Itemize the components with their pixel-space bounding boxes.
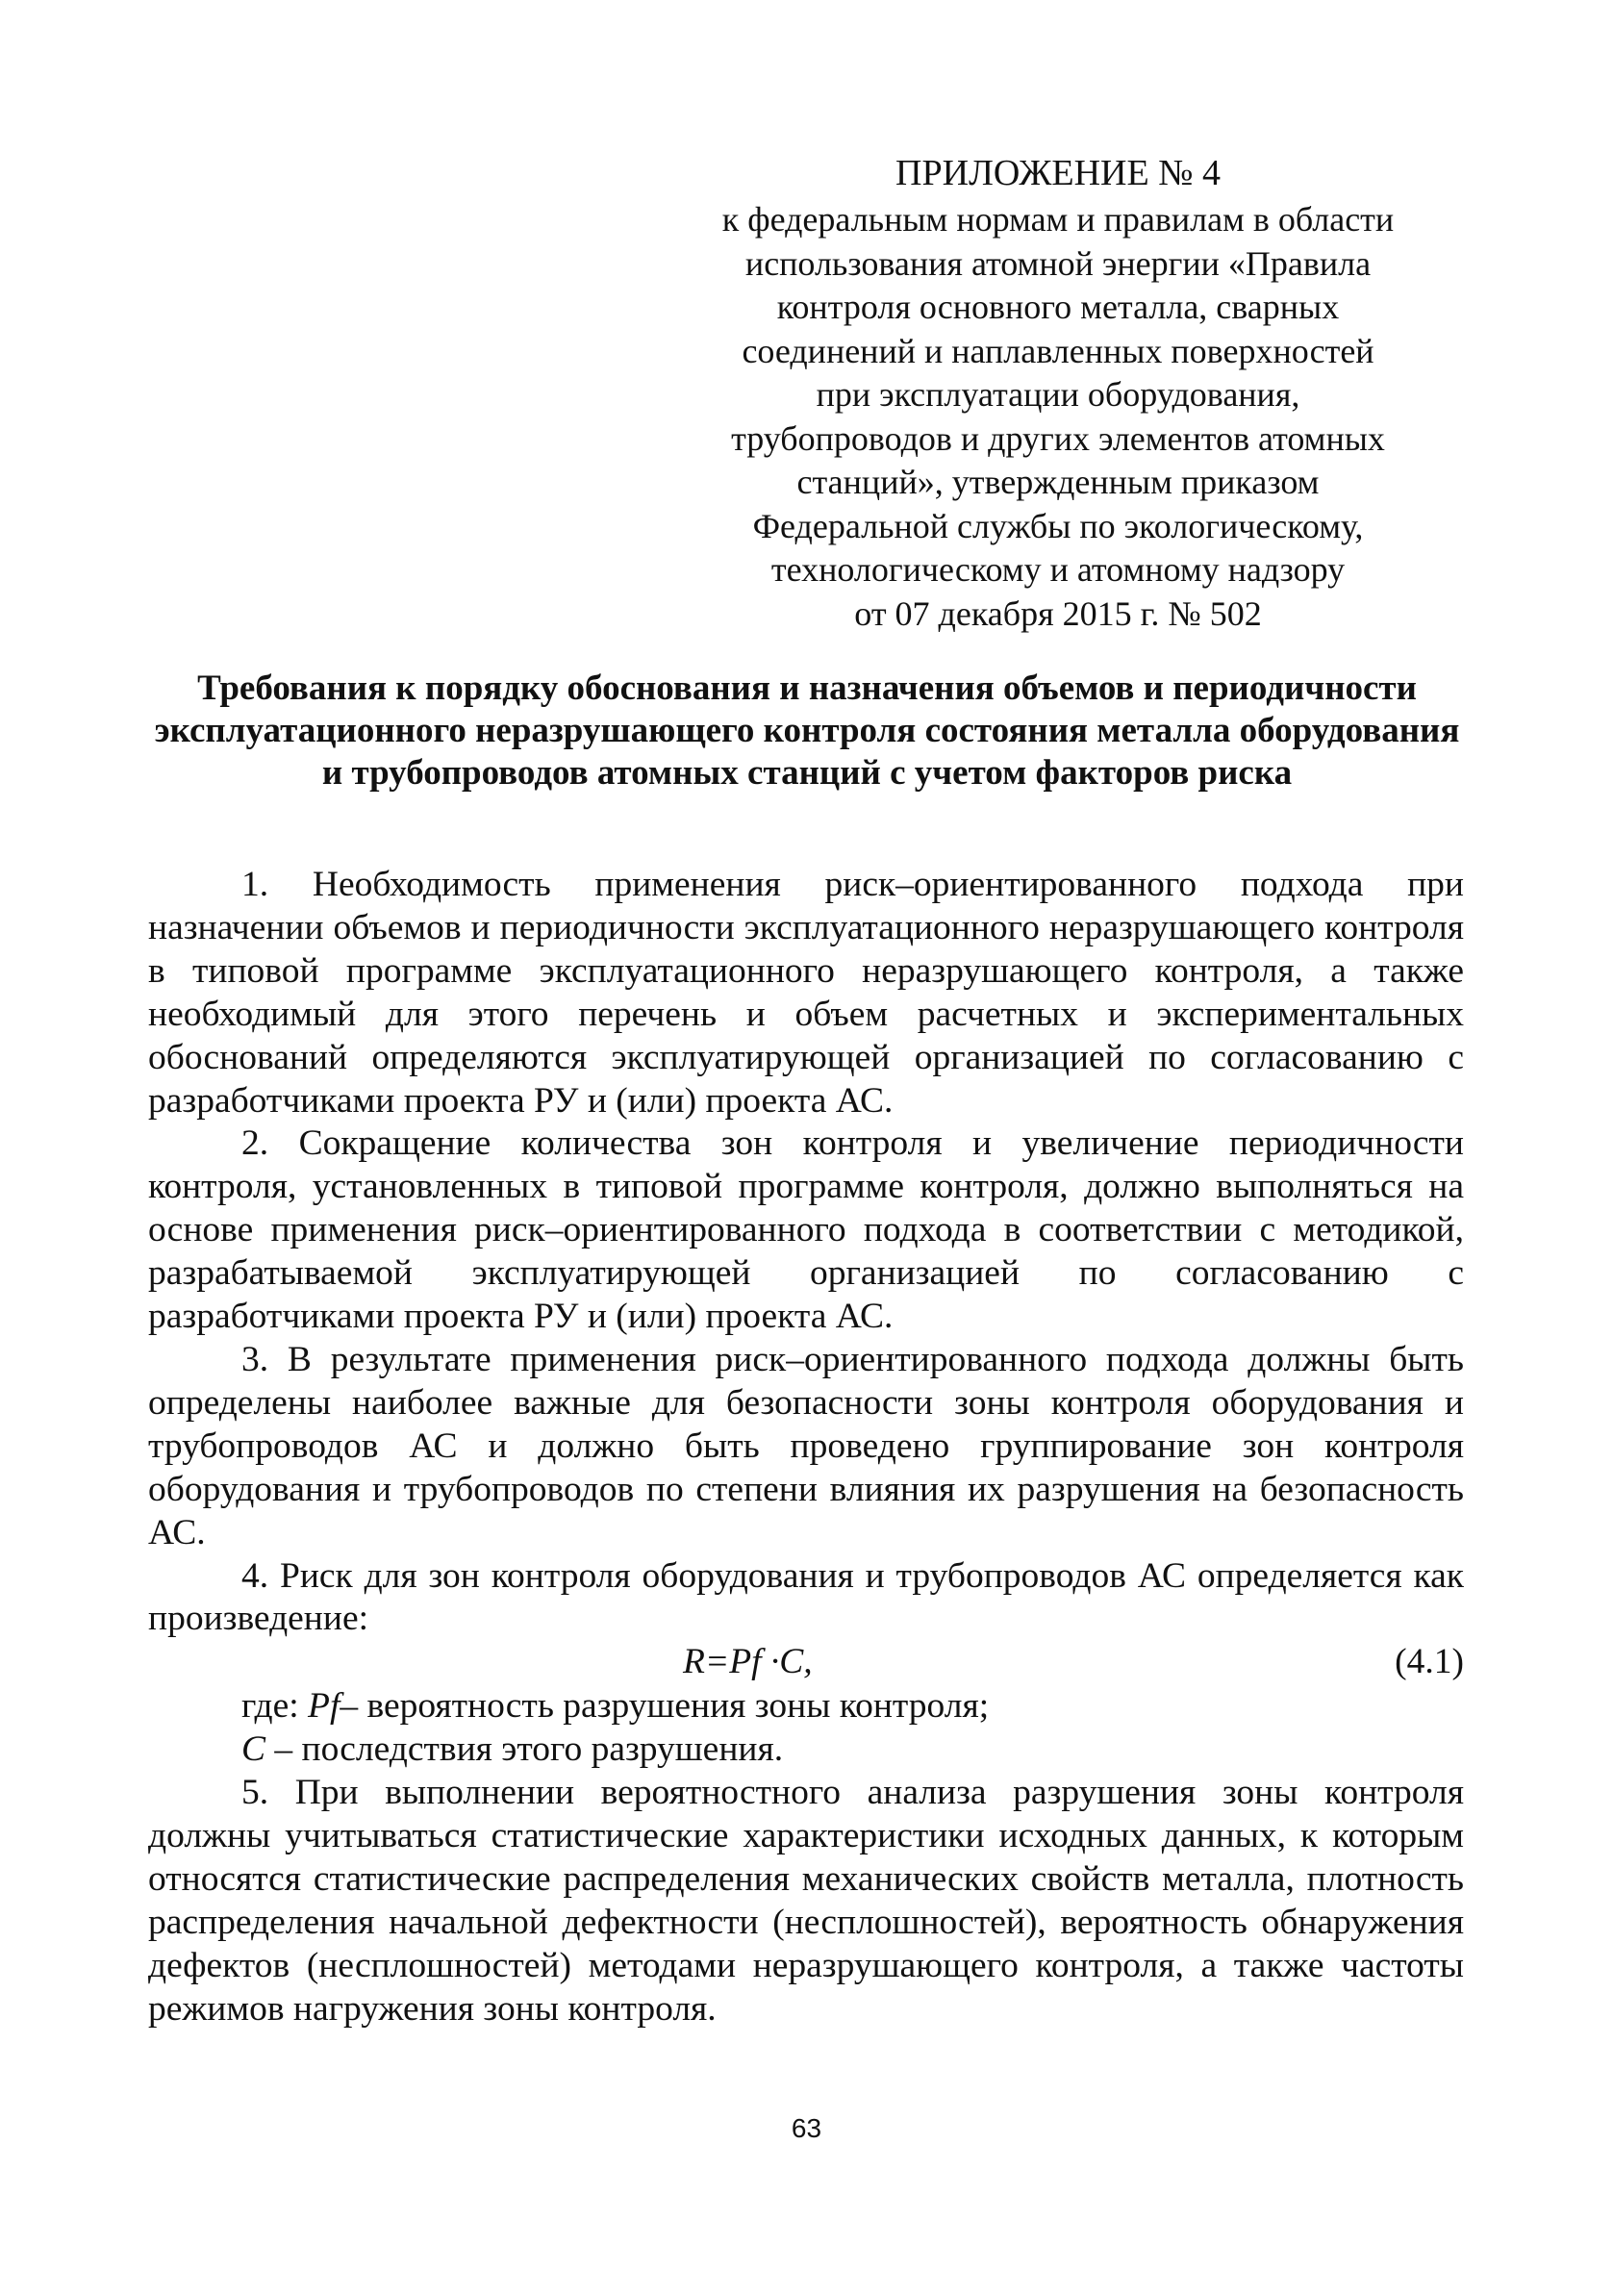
page-number: 63 bbox=[791, 2113, 822, 2143]
definition-text: – вероятность разрушения зоны контроля; bbox=[340, 1686, 990, 1727]
formula-number: (4.1) bbox=[1395, 1642, 1464, 1682]
paragraph-2: 2. Сокращение количества зон контроля и увеличение периодичности контроля, установленных в типовой программе контроля, должно выполняться на основе применения риск–ориентированного подхода в соответствии с методикой, разрабатываемой эксплуатирующей организацией по согласованию с разработчиками проекта РУ и (или) проекта АС. bbox=[148, 1123, 1464, 1337]
annex-line: соединений и наплавленных поверхностей bbox=[742, 331, 1374, 370]
definition-text: – последствия этого разрушения. bbox=[265, 1729, 784, 1770]
paragraph-4: 4. Риск для зон контроля оборудования и трубопроводов АС определяется как произведение: bbox=[148, 1555, 1464, 1639]
annex-line: контроля основного металла, сварных bbox=[776, 288, 1340, 326]
annex-line: при эксплуатации оборудования, bbox=[816, 375, 1300, 414]
annex-line: Федеральной службы по экологическому, bbox=[752, 506, 1364, 545]
annex-line: от 07 декабря 2015 г. № 502 bbox=[854, 593, 1262, 633]
definition-prefix: где: bbox=[241, 1686, 309, 1727]
definition-symbol: Pf bbox=[308, 1686, 340, 1727]
paragraph-3: 3. В результате применения риск–ориентированного подхода должны быть определены наиболее важные для безопасности зоны контроля оборудования и трубопроводов АС и должно быть проведено группирование зон контроля оборудования и трубопроводов по степени влияния их разрушения на безопасность АС. bbox=[148, 1339, 1464, 1552]
annex-header bbox=[673, 150, 1443, 636]
annex-line: трубопроводов и других элементов атомных bbox=[731, 418, 1385, 458]
paragraph-1: 1. Необходимость применения риск–ориентированного подхода при назначении объемов и периодичности эксплуатационного неразрушающего контроля в типовой программе эксплуатационного неразрушающего контроля, а также необходимый для этого перечень и объем расчетных и экспериментальных обоснований определяются эксплуатирующей организацией по согласованию с разработчиками проекта РУ и (или) проекта АС. bbox=[148, 865, 1464, 1121]
risk-formula: R=Pf ·C, bbox=[683, 1642, 813, 1682]
annex-line: использования атомной энергии «Правила bbox=[744, 243, 1372, 283]
annex-title: ПРИЛОЖЕНИЕ № 4 bbox=[895, 153, 1221, 193]
formula-row bbox=[148, 1641, 1464, 1685]
definition-symbol: C bbox=[241, 1729, 266, 1770]
document-title: Требования к порядку обоснования и назначения объемов и периодичности эксплуатационного неразрушающего контроля состояния металла оборудования и трубопроводов атомных станций с учетом факторов риска bbox=[154, 669, 1460, 793]
annex-line: технологическому и атомному надзору bbox=[770, 550, 1346, 589]
document-body bbox=[148, 864, 1464, 2031]
annex-line: к федеральным нормам и правилам в области bbox=[721, 200, 1395, 239]
paragraph-5: 5. При выполнении вероятностного анализа разрушения зоны контроля должны учитываться статистические характеристики исходных данных, к которым относятся статистические распределения механических свойств металла, плотность распределения начальной дефектности (несплошностей), вероятность обнаружения дефектов (несплошностей) методами неразрушающего контроля, а также частоты режимов нагружения зоны контроля. bbox=[148, 1773, 1464, 2029]
definition-pf bbox=[148, 1685, 1464, 1728]
definition-c bbox=[148, 1728, 1464, 1772]
annex-line: станций», утвержденным приказом bbox=[796, 463, 1320, 501]
